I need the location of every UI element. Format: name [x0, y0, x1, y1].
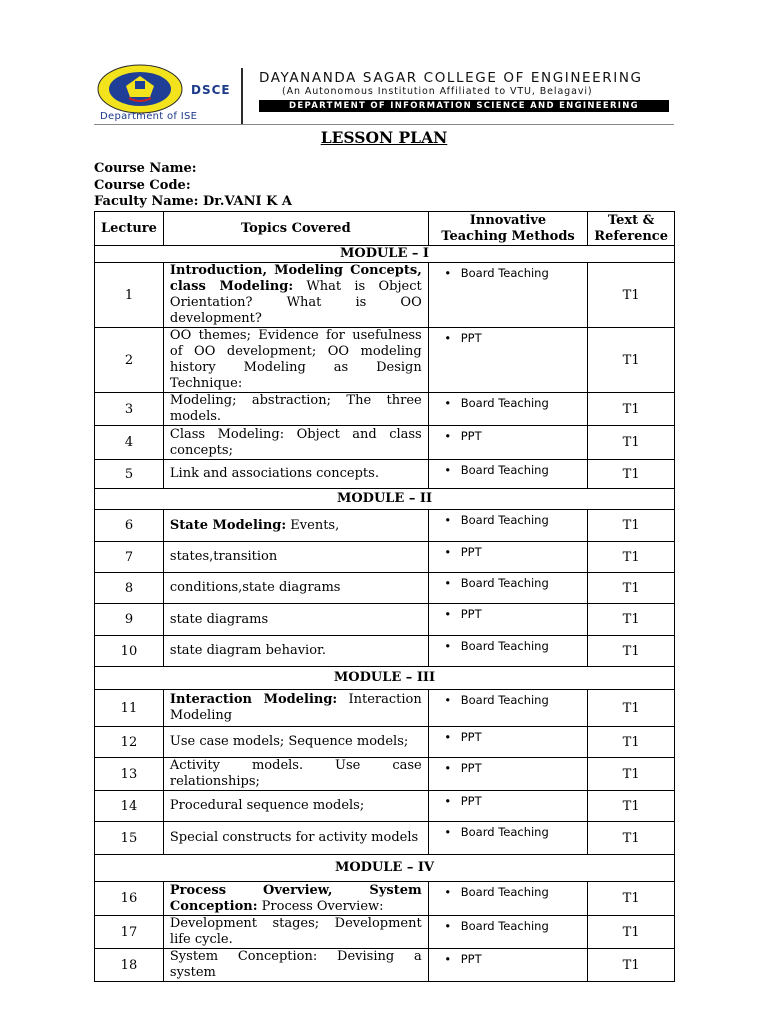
topic-cell — [163, 822, 428, 855]
method-cell — [428, 542, 588, 573]
method-text: Board Teaching — [460, 639, 549, 653]
method-cell — [428, 636, 588, 667]
course-code-label: Course Code: — [94, 178, 191, 193]
method-cell — [428, 573, 588, 604]
topic-bold: Interaction Modeling: — [169, 692, 338, 707]
table-row — [95, 604, 675, 636]
table-row — [95, 393, 675, 426]
reference-cell: T1 — [588, 727, 675, 758]
reference-cell: T1 — [588, 263, 675, 328]
topic-text: Link and associations concepts. — [169, 466, 379, 481]
reference-cell: T1 — [588, 690, 675, 727]
topic-text: OO themes; Evidence for usefulness of OO development; OO modeling history Modeling as Design Technique: — [169, 328, 422, 391]
method-cell — [428, 263, 588, 328]
reference-cell: T1 — [588, 822, 675, 855]
table-row — [95, 636, 675, 667]
method-text: Board Teaching — [460, 513, 549, 527]
method-text: PPT — [460, 730, 482, 744]
lecture-number: 13 — [95, 758, 164, 791]
table-row — [95, 510, 675, 542]
topic-cell — [163, 263, 428, 328]
bullet-icon: • — [444, 794, 452, 808]
module-title: MODULE – III — [95, 667, 675, 690]
topic-cell — [163, 727, 428, 758]
lecture-number: 3 — [95, 393, 164, 426]
table-row — [95, 758, 675, 791]
lecture-number: 17 — [95, 916, 164, 949]
topic-text: Interaction Modeling — [169, 692, 422, 723]
bullet-icon: • — [444, 463, 452, 477]
lecture-number: 12 — [95, 727, 164, 758]
reference-cell: T1 — [588, 949, 675, 982]
topic-text: Procedural sequence models; — [169, 798, 365, 813]
method-text: PPT — [460, 794, 482, 808]
topic-cell — [163, 882, 428, 916]
reference-cell: T1 — [588, 573, 675, 604]
reference-cell: T1 — [588, 636, 675, 667]
logo-text: DSCE — [191, 83, 231, 97]
reference-cell: T1 — [588, 542, 675, 573]
bullet-icon: • — [444, 952, 452, 966]
topic-text: What is Object Orientation? What is OO development? — [169, 279, 422, 326]
topic-cell — [163, 949, 428, 982]
topic-text: Class Modeling: Object and class concepts; — [169, 426, 422, 458]
module-row — [95, 489, 675, 510]
table-row — [95, 542, 675, 573]
reference-cell: T1 — [588, 758, 675, 791]
page-title: LESSON PLAN — [320, 128, 448, 147]
topic-bold: State Modeling: — [169, 517, 287, 533]
topic-cell — [163, 573, 428, 604]
topic-cell — [163, 758, 428, 791]
method-cell — [428, 328, 588, 393]
reference-cell: T1 — [588, 460, 675, 489]
table-row — [95, 573, 675, 604]
header-rule — [94, 124, 674, 125]
header-divider — [241, 68, 243, 124]
topic-text: System Conception: Devising a system — [169, 949, 422, 980]
reference-cell: T1 — [588, 882, 675, 916]
lecture-number: 14 — [95, 791, 164, 822]
lecture-number: 6 — [95, 510, 164, 542]
topic-text: Modeling; abstraction; The three models. — [169, 393, 422, 424]
topic-cell — [163, 426, 428, 460]
lecture-number: 2 — [95, 328, 164, 393]
reference-cell: T1 — [588, 328, 675, 393]
bullet-icon: • — [444, 266, 452, 280]
bullet-icon: • — [444, 545, 452, 559]
topic-bold: Process Overview, System Conception: — [169, 882, 422, 914]
table-row — [95, 263, 675, 328]
lecture-number: 16 — [95, 882, 164, 916]
affiliation-line: (An Autonomous Institution Affiliated to VTU, Belagavi) — [282, 86, 593, 97]
lecture-number: 1 — [95, 263, 164, 328]
lecture-number: 5 — [95, 460, 164, 489]
module-row — [95, 246, 675, 263]
topic-cell — [163, 604, 428, 636]
module-title: MODULE – I — [95, 246, 675, 263]
table-row — [95, 690, 675, 727]
bullet-icon: • — [444, 607, 452, 621]
bullet-icon: • — [444, 825, 452, 839]
bullet-icon: • — [444, 761, 452, 775]
topic-cell — [163, 510, 428, 542]
lecture-number: 7 — [95, 542, 164, 573]
method-text: PPT — [460, 331, 482, 345]
method-cell — [428, 510, 588, 542]
method-cell — [428, 426, 588, 460]
method-cell — [428, 727, 588, 758]
method-cell — [428, 758, 588, 791]
header-lecture: Lecture — [95, 212, 164, 246]
method-cell — [428, 916, 588, 949]
reference-cell: T1 — [588, 393, 675, 426]
table-row — [95, 426, 675, 460]
bullet-icon: • — [444, 730, 452, 744]
table-row — [95, 460, 675, 489]
table-row — [95, 882, 675, 916]
reference-cell: T1 — [588, 791, 675, 822]
topic-text: Activity models. Use case relationships; — [169, 758, 422, 789]
method-text: PPT — [460, 545, 482, 559]
module-row — [95, 667, 675, 690]
bullet-icon: • — [444, 919, 452, 933]
method-text: PPT — [460, 761, 482, 775]
table-row — [95, 822, 675, 855]
topic-cell — [163, 916, 428, 949]
reference-cell: T1 — [588, 426, 675, 460]
college-name: DAYANANDA SAGAR COLLEGE OF ENGINEERING — [259, 70, 643, 86]
lesson-plan-table — [94, 211, 675, 982]
topic-text: state diagrams — [169, 611, 269, 627]
method-cell — [428, 604, 588, 636]
header-topics: Topics Covered — [163, 212, 428, 246]
lecture-number: 15 — [95, 822, 164, 855]
table-row — [95, 949, 675, 982]
method-cell — [428, 822, 588, 855]
lecture-number: 9 — [95, 604, 164, 636]
bullet-icon: • — [444, 639, 452, 653]
reference-cell: T1 — [588, 604, 675, 636]
method-cell — [428, 791, 588, 822]
topic-text: Process Overview: — [257, 898, 384, 914]
header-reference: Text & Reference — [588, 212, 675, 246]
method-text: Board Teaching — [460, 463, 549, 477]
topic-cell — [163, 636, 428, 667]
lecture-number: 18 — [95, 949, 164, 982]
topic-text: Events, — [286, 517, 340, 533]
logo-caption: Department of ISE — [100, 111, 198, 122]
header-methods: Innovative Teaching Methods — [428, 212, 588, 246]
table-row — [95, 916, 675, 949]
bullet-icon: • — [444, 396, 452, 410]
college-logo — [96, 64, 188, 114]
topic-cell — [163, 791, 428, 822]
method-cell — [428, 690, 588, 727]
table-body — [95, 246, 675, 982]
bullet-icon: • — [444, 885, 452, 899]
department-band: DEPARTMENT OF INFORMATION SCIENCE AND ENGINEERING — [259, 100, 669, 112]
bullet-icon: • — [444, 331, 452, 345]
method-text: PPT — [460, 429, 482, 443]
topic-text: Development stages; Development life cycle. — [169, 916, 422, 947]
faculty-name: Faculty Name: Dr.VANI K A — [94, 194, 293, 209]
table-row — [95, 328, 675, 393]
table-row — [95, 727, 675, 758]
module-row — [95, 855, 675, 882]
method-text: PPT — [460, 607, 482, 621]
topic-text: conditions,state diagrams — [169, 580, 341, 595]
bullet-icon: • — [444, 429, 452, 443]
method-cell — [428, 949, 588, 982]
topic-cell — [163, 460, 428, 489]
method-text: Board Teaching — [460, 885, 549, 899]
method-text: Board Teaching — [460, 266, 549, 280]
method-cell — [428, 882, 588, 916]
lecture-number: 8 — [95, 573, 164, 604]
lecture-number: 10 — [95, 636, 164, 667]
topic-cell — [163, 690, 428, 727]
topic-bold: Introduction, Modeling Concepts, class Modeling: — [169, 263, 422, 294]
topic-cell — [163, 542, 428, 573]
module-title: MODULE – IV — [95, 855, 675, 882]
topic-text: states,transition — [169, 549, 278, 564]
method-text: Board Teaching — [460, 693, 549, 707]
bullet-icon: • — [444, 513, 452, 527]
lecture-number: 11 — [95, 690, 164, 727]
topic-text: Use case models; Sequence models; — [169, 734, 409, 749]
method-cell — [428, 460, 588, 489]
table-header-row — [95, 212, 675, 246]
method-cell — [428, 393, 588, 426]
method-text: Board Teaching — [460, 825, 549, 839]
topic-cell — [163, 328, 428, 393]
module-title: MODULE – II — [95, 489, 675, 510]
course-name-label: Course Name: — [94, 161, 197, 176]
lecture-number: 4 — [95, 426, 164, 460]
method-text: Board Teaching — [460, 919, 549, 933]
topic-cell — [163, 393, 428, 426]
topic-text: state diagram behavior. — [169, 643, 326, 658]
bullet-icon: • — [444, 576, 452, 590]
reference-cell: T1 — [588, 510, 675, 542]
table-row — [95, 791, 675, 822]
topic-text: Special constructs for activity models — [169, 830, 419, 845]
bullet-icon: • — [444, 693, 452, 707]
method-text: Board Teaching — [460, 576, 549, 590]
method-text: Board Teaching — [460, 396, 549, 410]
document-header — [94, 64, 674, 126]
reference-cell: T1 — [588, 916, 675, 949]
method-text: PPT — [460, 952, 482, 966]
